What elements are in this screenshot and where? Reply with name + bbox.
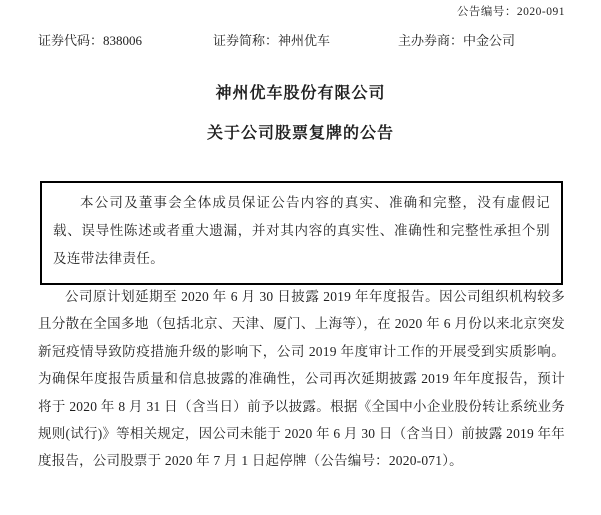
body-paragraph: 公司原计划延期至 2020 年 6 月 30 日披露 2019 年年度报告。因公司组织机构较多且分散在全国多地（包括北京、天津、厦门、上海等），在 2020 年 6 月份以来北京突发新冠疫情导致防疫措施升级的影响下，公司 2019 年度审计工作的开展受到实质影响。为确保年度报告质量和信息披露的准确性，公司再次延期披露 2019 年年度报告，预计将于 2020 年 8 月 31 日（含当日）前予以披露。根据《全国中小企业股份转让系统业务规则(试行)》等相关规定，因公司未能于 2020 年 6 月 30 日（含当日）前披露 2019 年年度报告，公司股票于 2020 年 7 月 1 日起停牌（公告编号：2020-071）。: [38, 289, 565, 469]
declaration-box: [40, 181, 563, 285]
stock-code: 证券代码：838006: [38, 33, 143, 48]
company-title: 神州优车股份有限公司: [215, 85, 386, 102]
announcement-title: 关于公司股票复牌的公告: [206, 125, 394, 142]
sponsor-broker: 主办券商：中金公司: [398, 33, 516, 48]
announcement-number: 公告编号：2020-091: [456, 6, 565, 18]
declaration-text: 本公司及董事会全体成员保证公告内容的真实、准确和完整，没有虚假记载、误导性陈述或者重大遗漏，并对其内容的真实性、准确性和完整性承担个别及连带法律责任。: [53, 195, 550, 266]
stock-short-name: 证券简称：神州优车: [213, 33, 331, 48]
